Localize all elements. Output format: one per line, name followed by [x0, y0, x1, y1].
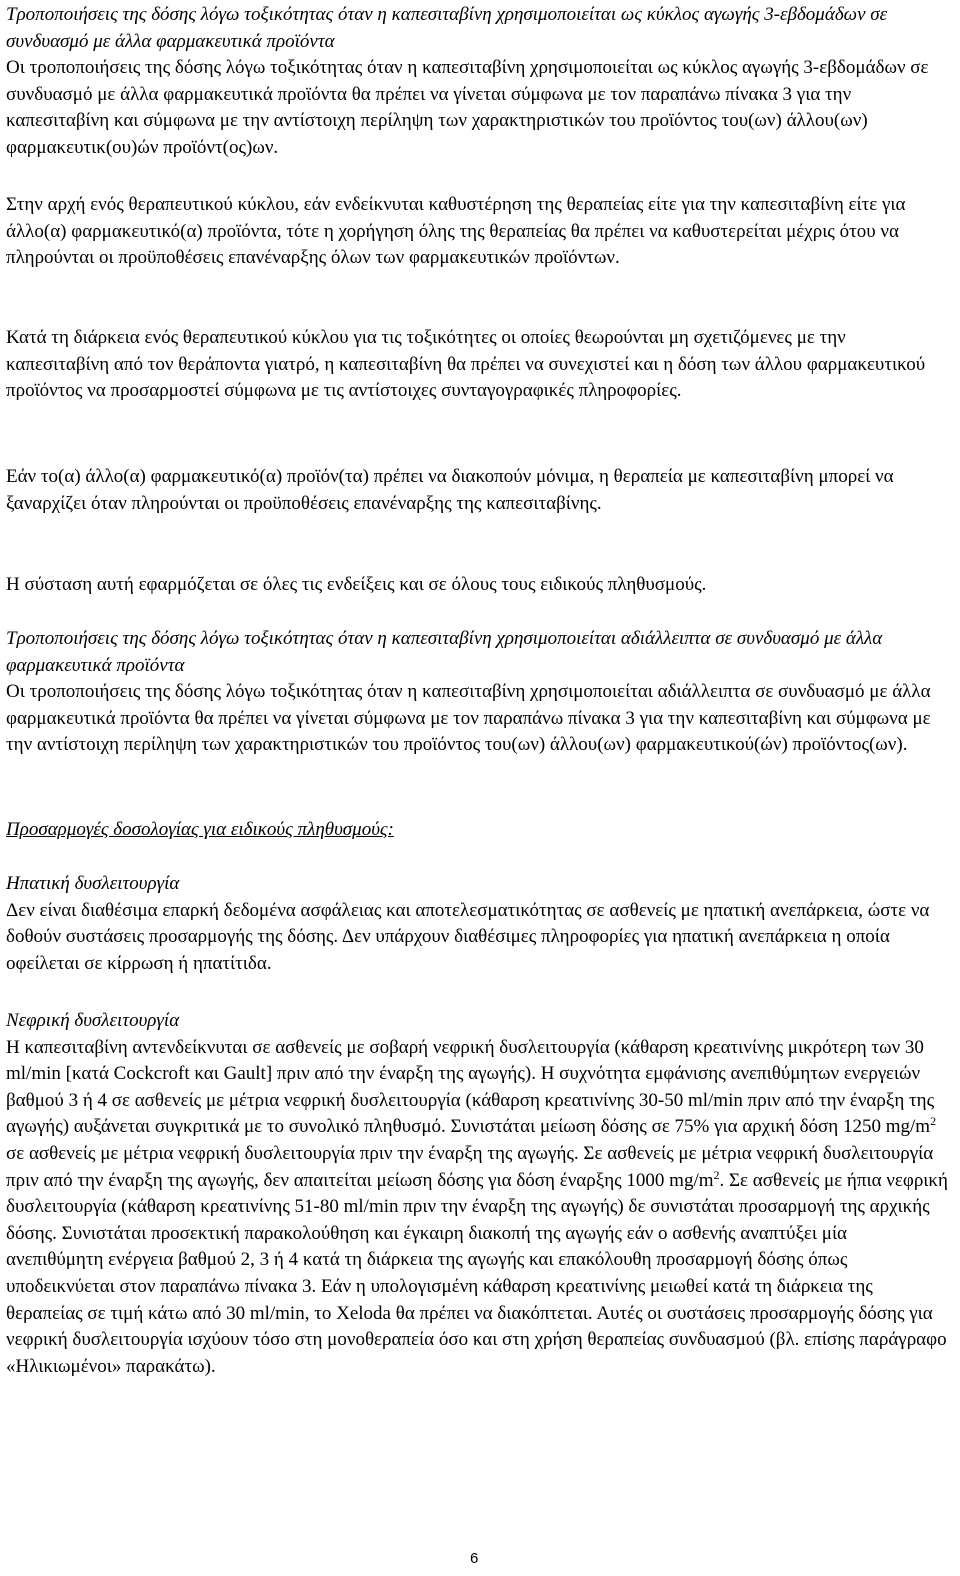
superscript: 2	[930, 1114, 937, 1129]
section-heading: Τροποποιήσεις της δόσης λόγω τοξικότητας όταν η καπεσιταβίνη χρησιμοποιείται ως κύκλος αγωγής 3-εβδομάδων σε συνδυασμό με άλλα φαρμακευτικά προϊόντα	[6, 4, 888, 52]
section-continuous	[6, 626, 948, 759]
paragraph-delay: Στην αρχή ενός θεραπευτικού κύκλου, εάν ενδείκνυται καθυστέρηση της θεραπείας είτε για την καπεσιταβίνη είτε για άλλο(α) φαρμακευτικό(α) προϊόντα, τότε η χορήγηση όλης της θεραπείας θα πρέπει να καθυστερείται μέχρις ότου να πληρούνται οι προϋποθέσεις επανέναρξης όλων των φαρμακευτικών προϊόντων.	[6, 194, 906, 269]
section-body: Οι τροποποιήσεις της δόσης λόγω τοξικότητας όταν η καπεσιταβίνη χρησιμοποιείται ως κύκλος αγωγής 3-εβδομάδων σε συνδυασμό με άλλα φαρμακευτικά προϊόντα θα πρέπει να γίνεται σύμφωνα με τον παραπάνω πίνακα 3 για την καπεσιταβίνη και σύμφωνα με την αντίστοιχη περίληψη των χαρακτηριστικών του προϊόντος του(ων) άλλου(ων) φαρμακευτικ(ου)ών προϊόντ(ος)ων.	[6, 57, 929, 158]
renal-text-2: σε ασθενείς με μέτρια νεφρική δυσλειτουργία πριν την έναρξη της αγωγής. Σε ασθενείς με μέτρια νεφρική δυσλειτουργία πριν από την έναρξη της αγωγής, δεν απαιτείται μείωση δόσης για δόση έναρξης 1000 mg/m	[6, 1142, 934, 1191]
section-body: Οι τροποποιήσεις της δόσης λόγω τοξικότητας όταν η καπεσιταβίνη χρησιμοποιείται αδιάλλειπτα σε συνδυασμό με άλλα φαρμακευτικά προϊόντα θα πρέπει να γίνεται σύμφωνα με τον παραπάνω πίνακα 3 για την καπεσιταβίνη και σύμφωνα με την αντίστοιχη περίληψη των χαρακτηριστικών του προϊόντος του(ων) άλλου(ων) φαρμακευτικού(ών) προϊόντος(ων).	[6, 681, 931, 756]
section-heading: Τροποποιήσεις της δόσης λόγω τοξικότητας όταν η καπεσιταβίνη χρησιμοποιείται αδιάλλειπτα σε συνδυασμό με άλλα φαρμακευτικά προϊόντα	[6, 628, 883, 676]
section-hepatic	[6, 871, 948, 977]
paragraph-discontinuation: Εάν το(α) άλλο(α) φαρμακευτικό(α) προϊόν(τα) πρέπει να διακοπούν μόνιμα, η θεραπεία με καπεσιταβίνη μπορεί να ξαναρχίζει όταν πληρούνται οι προϋποθέσεις επανέναρξης της καπεσιταβίνης.	[6, 466, 894, 514]
renal-text-3: . Σε ασθενείς με ήπια νεφρική δυσλειτουργία (κάθαρση κρεατινίνης 51-80 ml/min πριν την έναρξη της αγωγής) δε συνιστάται προσαρμογή της αρχικής δόσης. Συνιστάται προσεκτική παρακολούθηση και έγκαιρη διακοπή της αγωγής εάν ο ασθενής αναπτύξει μία ανεπιθύμητη ενέργεια βαθμού 2, 3 ή 4 κατά τη διάρκεια της αγωγής και επακόλουθη προσαρμογή δόσης όπως υποδεικνύεται στον παραπάνω πίνακα 3. Εάν η υπολογισμένη κάθαρση κρεατινίνης μειωθεί κατά τη διάρκεια της θεραπείας σε τιμή κάτω από 30 ml/min, το Xeloda θα πρέπει να διακόπτεται. Αυτές οι συστάσεις προσαρμογής δόσης για νεφρική δυσλειτουργία ισχύουν τόσο στη μονοθεραπεία όσο και στη χρήση θεραπείας συνδυασμού (βλ. επίσης παράγραφο «Ηλικιωμένοι» παρακάτω).	[6, 1169, 948, 1377]
paragraph-unrelated-toxicity: Κατά τη διάρκεια ενός θεραπευτικού κύκλου για τις τοξικότητες οι οποίες θεωρούνται μη σχετιζόμενες με την καπεσιταβίνη από τον θεράποντα γιατρό, η καπεσιταβίνη θα πρέπει να συνεχιστεί και η δόση των άλλου φαρμακευτικού προϊόντος να προσαρμοστεί σύμφωνα με τις αντίστοιχες συνταγογραφικές πληροφορίες.	[6, 327, 926, 402]
renal-text-1: Η καπεσιταβίνη αντενδείκνυται σε ασθενείς με σοβαρή νεφρική δυσλειτουργία (κάθαρση κρεατινίνης μικρότερη των 30 ml/min [κατά Cockcroft και Gault] πριν από την έναρξη της αγωγής). Η συχνότητα εμφάνισης ανεπιθύμητων ενεργειών βαθμού 3 ή 4 σε ασθενείς με μέτρια νεφρική δυσλειτουργία (κάθαρση κρεατινίνης 30-50 ml/min πριν από την έναρξη της αγωγής) αυξάνεται συγκριτικά με το συνολικό πληθυσμό. Συνιστάται μείωση δόσης σε 75% για αρχική δόση 1250 mg/m	[6, 1036, 935, 1138]
special-populations-heading: Προσαρμογές δοσολογίας για ειδικούς πληθυσμούς:	[6, 819, 394, 840]
page-number: 6	[470, 1550, 479, 1567]
section-cycle-3-weeks	[6, 2, 948, 162]
section-renal	[6, 1008, 948, 1380]
section-body	[6, 1035, 948, 1381]
section-body: Δεν είναι διαθέσιμα επαρκή δεδομένα ασφάλειας και αποτελεσματικότητας σε ασθενείς με ηπατική ανεπάρκεια, ώστε να δοθούν συστάσεις προσαρμογής της δόσης. Δεν υπάρχουν διαθέσιμες πληροφορίες για ηπατική ανεπάρκεια η οποία οφείλεται σε κίρρωση ή ηπατίτιδα.	[6, 899, 930, 974]
section-heading: Ηπατική δυσλειτουργία	[6, 873, 180, 894]
superscript: 2	[713, 1167, 720, 1182]
section-heading: Νεφρική δυσλειτουργία	[6, 1010, 180, 1031]
paragraph-applicability: Η σύσταση αυτή εφαρμόζεται σε όλες τις ενδείξεις και σε όλους τους ειδικούς πληθυσμούς.	[6, 574, 707, 595]
